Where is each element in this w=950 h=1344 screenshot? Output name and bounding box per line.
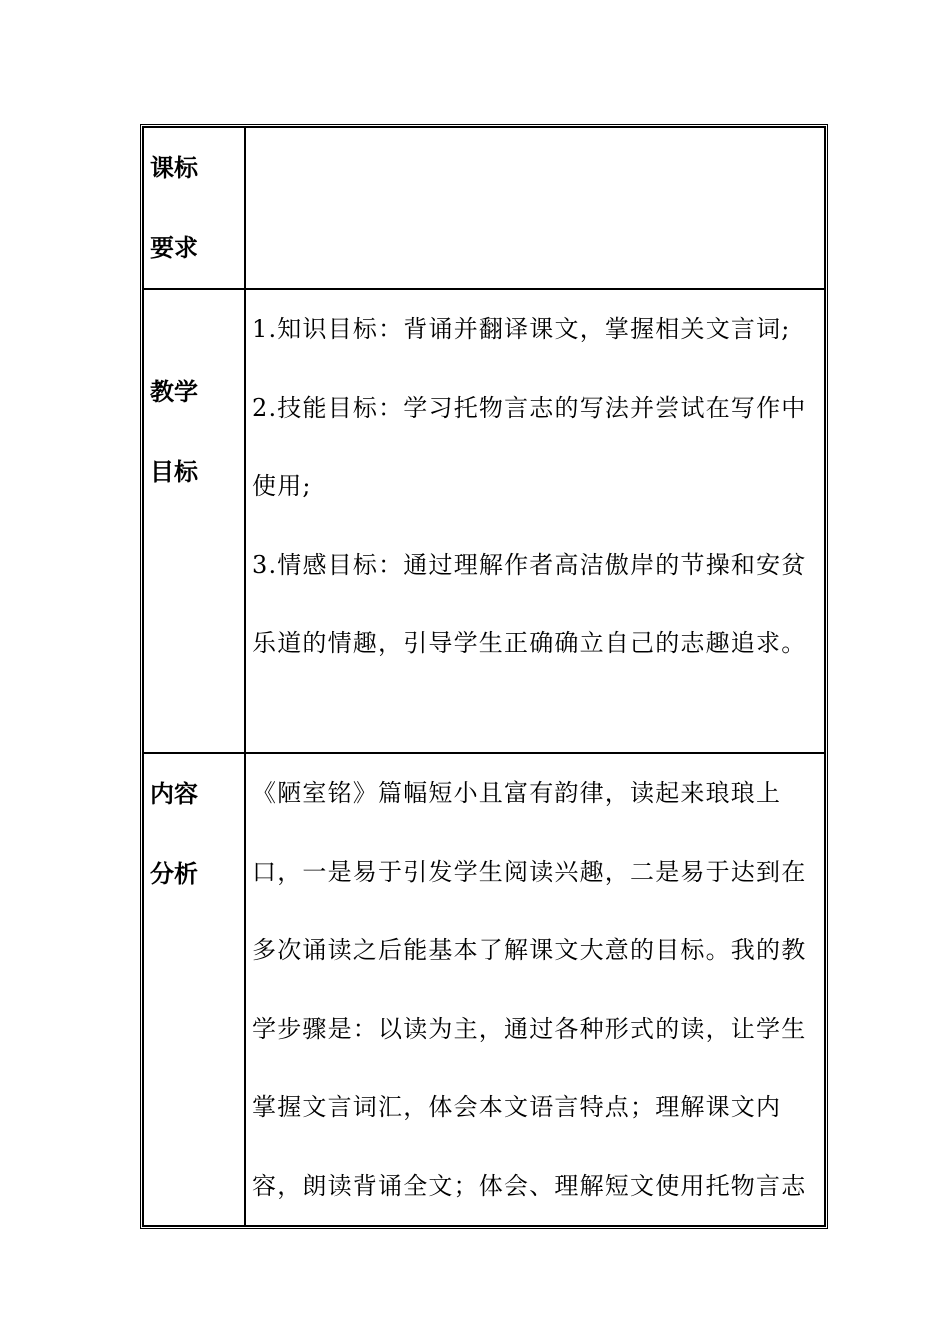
- label-cell: [143, 289, 245, 753]
- table-row-content-analysis: [143, 753, 825, 1226]
- goal-emotion: 3.情感目标：通过理解作者高洁傲岸的节操和安贫乐道的情趣，引导学生正确确立自己的志趣追求。: [252, 550, 807, 657]
- label-cell: [143, 753, 245, 1226]
- row-label: [144, 128, 244, 288]
- label-cell: [143, 127, 245, 289]
- row-label-line: 教学: [150, 378, 198, 406]
- table-row-teaching-goals: [143, 289, 825, 753]
- row-label: [144, 290, 244, 512]
- content-cell: [245, 753, 825, 1226]
- goals-content: [246, 290, 824, 683]
- row-label-line: 目标: [150, 458, 198, 486]
- row-label-line: 分析: [150, 860, 198, 888]
- analysis-content: [246, 754, 824, 1225]
- row-label: [144, 754, 244, 914]
- row-label-line: 要求: [150, 234, 198, 262]
- goal-skill: 2.技能目标：学习托物言志的写法并尝试在写作中使用;: [252, 393, 807, 500]
- lesson-plan-table: [140, 124, 828, 1229]
- row-label-line: 课标: [150, 154, 198, 182]
- table-row-curriculum-standards: [143, 127, 825, 289]
- analysis-paragraph: 《陋室铭》篇幅短小且富有韵律，读起来琅琅上口，一是易于引发学生阅读兴趣，二是易于达到在多次诵读之后能基本了解课文大意的目标。我的教学步骤是：以读为主，通过各种形式的读，让学生掌握文言词汇，体会本文语言特点；理解课文内容，朗读背诵全文；体会、理解短文使用托物言志: [252, 779, 807, 1200]
- content-cell: [245, 289, 825, 753]
- content-cell-empty: [245, 127, 825, 289]
- row-label-line: 内容: [150, 780, 198, 808]
- goal-knowledge: 1.知识目标：背诵并翻译课文，掌握相关文言词;: [252, 315, 791, 343]
